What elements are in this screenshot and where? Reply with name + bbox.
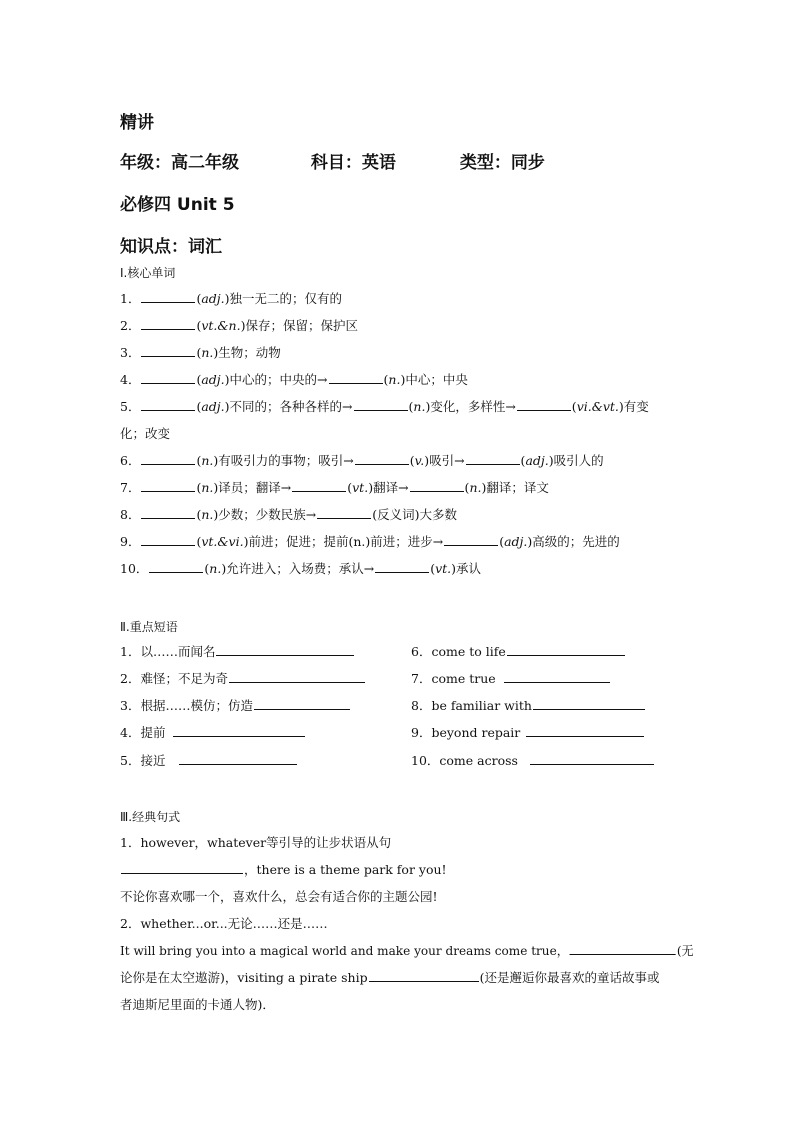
- phrase-item: [411, 643, 626, 661]
- blank: [121, 861, 243, 874]
- vocab-item: [120, 371, 468, 389]
- sentence-text: ，there is a theme park for you!: [244, 862, 447, 877]
- sentence-text: (无: [676, 943, 694, 958]
- section-1-heading: Ⅰ.核心单词: [120, 266, 176, 280]
- vocab-item-continuation: 化；改变: [120, 426, 171, 441]
- item-text: (vt.&vi.)前进；促进；提前(n.)前进；进步→: [196, 534, 444, 549]
- blank: [369, 969, 479, 982]
- phrase-text: 6．come to life: [411, 644, 506, 659]
- blank: [216, 643, 354, 656]
- item-number: 6．: [120, 453, 141, 468]
- vocab-item: [120, 560, 481, 578]
- blank: [229, 670, 365, 683]
- item-number: 2．: [120, 318, 141, 333]
- topic-heading: 知识点：词汇: [120, 237, 222, 257]
- blank: [504, 670, 610, 683]
- page-title: 精讲: [120, 113, 154, 133]
- item-text: (n.)中心；中央: [383, 372, 468, 387]
- vocab-item: [120, 317, 358, 335]
- item-number: 1．: [120, 291, 141, 306]
- item-text: (vt.)翻译→: [347, 480, 409, 495]
- item-text: (n.)少数；少数民族→: [196, 507, 317, 522]
- blank: [410, 479, 464, 492]
- blank: [317, 506, 371, 519]
- phrase-text: 4．提前: [120, 725, 166, 740]
- item-number: 7．: [120, 480, 141, 495]
- blank: [526, 724, 644, 737]
- vocab-item: [120, 506, 457, 524]
- sentence-example: [120, 861, 447, 879]
- phrase-item: [120, 670, 366, 688]
- vocab-item: [120, 290, 342, 308]
- vocab-item: [120, 452, 604, 470]
- blank: [141, 479, 195, 492]
- sentence-pattern-2: 2．whether...or...无论……还是……: [120, 916, 328, 931]
- blank: [149, 560, 203, 573]
- blank: [517, 398, 571, 411]
- item-text: (vt.)承认: [430, 561, 482, 576]
- phrase-item: [411, 697, 646, 715]
- blank: [141, 533, 195, 546]
- phrase-text: 8．be familiar with: [411, 698, 532, 713]
- item-number: 8．: [120, 507, 141, 522]
- item-number: 3．: [120, 345, 141, 360]
- blank: [355, 452, 409, 465]
- blank: [530, 752, 654, 765]
- item-text: (n.)译员；翻译→: [196, 480, 292, 495]
- grade-label: 年级：高二年级: [120, 153, 239, 173]
- blank: [141, 506, 195, 519]
- item-text: (n.)生物；动物: [196, 345, 281, 360]
- blank: [141, 317, 195, 330]
- blank: [141, 344, 195, 357]
- item-text: (vt.&n.)保存；保留；保护区: [196, 318, 358, 333]
- item-text: (adj.)中心的；中央的→: [196, 372, 328, 387]
- phrase-text: 5．接近: [120, 753, 166, 768]
- phrase-text: 3．根据……模仿；仿造: [120, 698, 253, 713]
- phrase-item: [120, 697, 351, 715]
- vocab-item: [120, 398, 649, 416]
- type-label: 类型：同步: [459, 153, 545, 173]
- sentence-example: 者迪斯尼里面的卡通人物)．: [120, 997, 275, 1012]
- item-number: 5．: [120, 399, 141, 414]
- phrase-text: 10．come across: [411, 753, 518, 768]
- phrase-text: 2．难怪；不足为奇: [120, 671, 228, 686]
- sentence-text: (还是邂逅你最喜欢的童话故事或: [479, 970, 660, 985]
- blank: [329, 371, 383, 384]
- item-text: (vi.&vt.)有变: [571, 399, 649, 414]
- item-number: 9．: [120, 534, 141, 549]
- section-3-heading: Ⅲ.经典句式: [120, 810, 181, 824]
- vocab-item: [120, 479, 549, 497]
- blank: [292, 479, 346, 492]
- book-unit: 必修四 Unit 5: [120, 195, 235, 215]
- phrase-item: [120, 724, 306, 742]
- blank: [354, 398, 408, 411]
- item-text: (adj.)吸引人的: [520, 453, 604, 468]
- blank: [444, 533, 498, 546]
- item-text: (n.)允许进入；入场费；承认→: [204, 561, 375, 576]
- sentence-text: 论你是在太空遨游)，visiting a pirate ship: [120, 970, 368, 985]
- item-number: 4．: [120, 372, 141, 387]
- phrase-text: 7．come true: [411, 671, 496, 686]
- blank: [141, 371, 195, 384]
- sentence-example: [120, 969, 660, 987]
- blank: [173, 724, 305, 737]
- blank: [466, 452, 520, 465]
- vocab-item: [120, 344, 281, 362]
- item-text: (n.)变化，多样性→: [408, 399, 516, 414]
- blank: [254, 697, 350, 710]
- item-text: (反义词)大多数: [372, 507, 457, 522]
- item-text: (v.)吸引→: [409, 453, 465, 468]
- blank: [507, 643, 625, 656]
- sentence-text: It will bring you into a magical world and make your dreams come true，: [120, 943, 569, 958]
- item-text: (n.)有吸引力的事物；吸引→: [196, 453, 354, 468]
- meta-row: [120, 148, 545, 173]
- blank: [375, 560, 429, 573]
- phrase-item: [120, 643, 355, 661]
- item-number: 10．: [120, 561, 149, 576]
- blank: [533, 697, 645, 710]
- phrase-item: [411, 670, 611, 688]
- blank: [141, 290, 195, 303]
- blank: [570, 942, 676, 955]
- section-2-heading: Ⅱ.重点短语: [120, 620, 178, 634]
- phrase-item: [120, 752, 298, 770]
- item-text: (adj.)独一无二的；仅有的: [196, 291, 343, 306]
- blank: [179, 752, 297, 765]
- phrase-item: [411, 752, 655, 770]
- sentence-pattern-1: 1．however，whatever等引导的让步状语从句: [120, 835, 392, 850]
- blank: [141, 398, 195, 411]
- vocab-item: [120, 533, 620, 551]
- item-text: (adj.)不同的；各种各样的→: [196, 399, 353, 414]
- sentence-example: [120, 942, 694, 960]
- item-text: (n.)翻译；译文: [464, 480, 549, 495]
- phrase-text: 9．beyond repair: [411, 725, 521, 740]
- blank: [141, 452, 195, 465]
- sentence-translation: 不论你喜欢哪一个，喜欢什么，总会有适合你的主题公园!: [120, 889, 438, 904]
- subject-label: 科目：英语: [310, 153, 396, 173]
- phrase-text: 1．以……而闻名: [120, 644, 216, 659]
- phrase-item: [411, 724, 645, 742]
- item-text: (adj.)高级的；先进的: [499, 534, 620, 549]
